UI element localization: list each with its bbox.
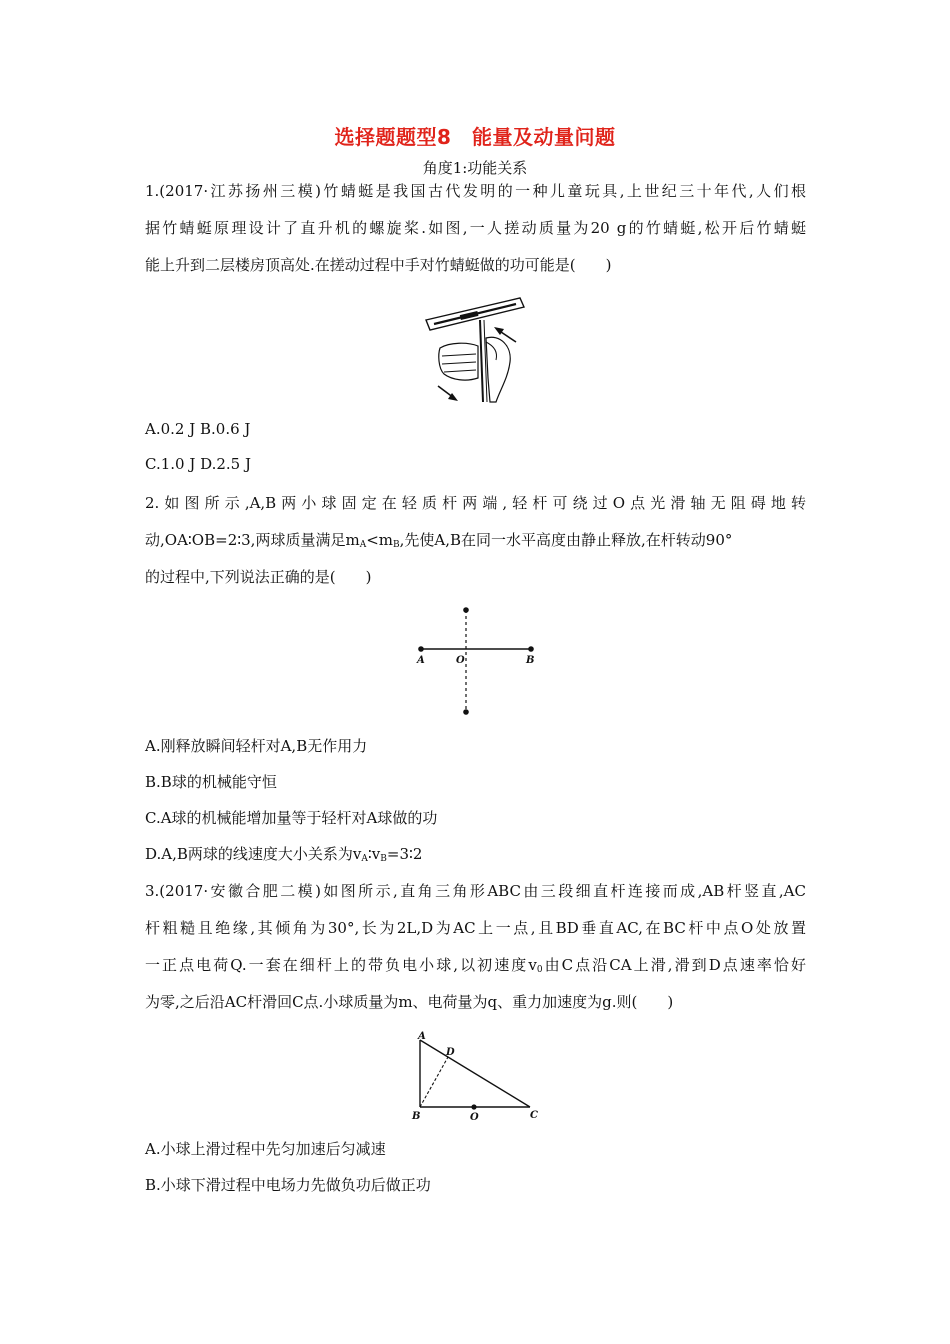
q3-text-line-1: 3.(2017·安徽合肥二模)如图所示,直角三角形ABC由三段细直杆连接而成,AB杆竖直,AC bbox=[145, 882, 806, 900]
q1-text-line-3: 能上升到二层楼房顶高处.在搓动过程中手对竹蜻蜓做的功可能是( ) bbox=[145, 256, 612, 274]
label-b: B bbox=[526, 655, 535, 666]
q2-option-b: B.B球的机械能守恒 bbox=[145, 773, 277, 791]
label-c: C bbox=[530, 1110, 538, 1121]
label-a: A bbox=[418, 1031, 426, 1042]
right-triangle-figure bbox=[408, 1030, 548, 1125]
label-b: B bbox=[412, 1111, 421, 1122]
label-o: O bbox=[456, 655, 465, 666]
label-o: O bbox=[470, 1112, 479, 1123]
q2-option-d: D.A,B两球的线速度大小关系为$v_A∶v_B=3∶2$ bbox=[145, 845, 423, 864]
q1-options-c-d: C.1.0 J D.2.5 J bbox=[145, 455, 252, 473]
section-subtitle: 角度1:功能关系 bbox=[422, 159, 528, 177]
bamboo-dragonfly-figure bbox=[420, 290, 530, 410]
page-title: 选择题题型8 能量及动量问题 bbox=[334, 125, 616, 149]
q1-text-line-2: 据竹蜻蜓原理设计了直升机的螺旋桨.如图,一人搓动质量为20 g的竹蜻蜓,松开后竹蜻蜓 bbox=[145, 219, 806, 237]
q2-option-a: A.刚释放瞬间轻杆对A,B无作用力 bbox=[145, 737, 368, 755]
q3-text-line-3: 一正点电荷Q.一套在细杆上的带负电小球,以初速度$v_0$由C点沿CA上滑,滑到D点速率恰好 bbox=[145, 956, 806, 975]
q2-text-line-2: 动,OA∶OB=2∶3,两球质量满足$m_A<m_B$,先使A,B在同一水平高度由静止释放,在杆转动90° bbox=[145, 531, 733, 550]
q2-option-c: C.A球的机械能增加量等于轻杆对A球做的功 bbox=[145, 809, 438, 827]
q3-text-line-2: 杆粗糙且绝缘,其倾角为30°,长为2L,D为AC上一点,且BD垂直AC,在BC杆中点O处放置 bbox=[145, 919, 806, 937]
q2-text-line-1: 2.如图所示,A,B两小球固定在轻质杆两端,轻杆可绕过O点光滑轴无阻碍地转 bbox=[145, 494, 806, 512]
q1-text-line-1: 1.(2017·江苏扬州三模)竹蜻蜓是我国古代发明的一种儿童玩具,上世纪三十年代,人们根 bbox=[145, 182, 806, 200]
label-a: A bbox=[417, 655, 425, 666]
q3-text-line-4: 为零,之后沿AC杆滑回C点.小球质量为m、电荷量为q、重力加速度为g.则( ) bbox=[145, 993, 674, 1011]
q3-option-a: A.小球上滑过程中先匀加速后匀减速 bbox=[145, 1140, 386, 1158]
q2-text-line-3: 的过程中,下列说法正确的是( ) bbox=[145, 568, 372, 586]
rod-rotation-figure bbox=[410, 602, 540, 720]
q3-option-b: B.小球下滑过程中电场力先做负功后做正功 bbox=[145, 1176, 431, 1194]
q1-options-a-b: A.0.2 J B.0.6 J bbox=[145, 420, 251, 438]
label-d: D bbox=[446, 1047, 455, 1058]
